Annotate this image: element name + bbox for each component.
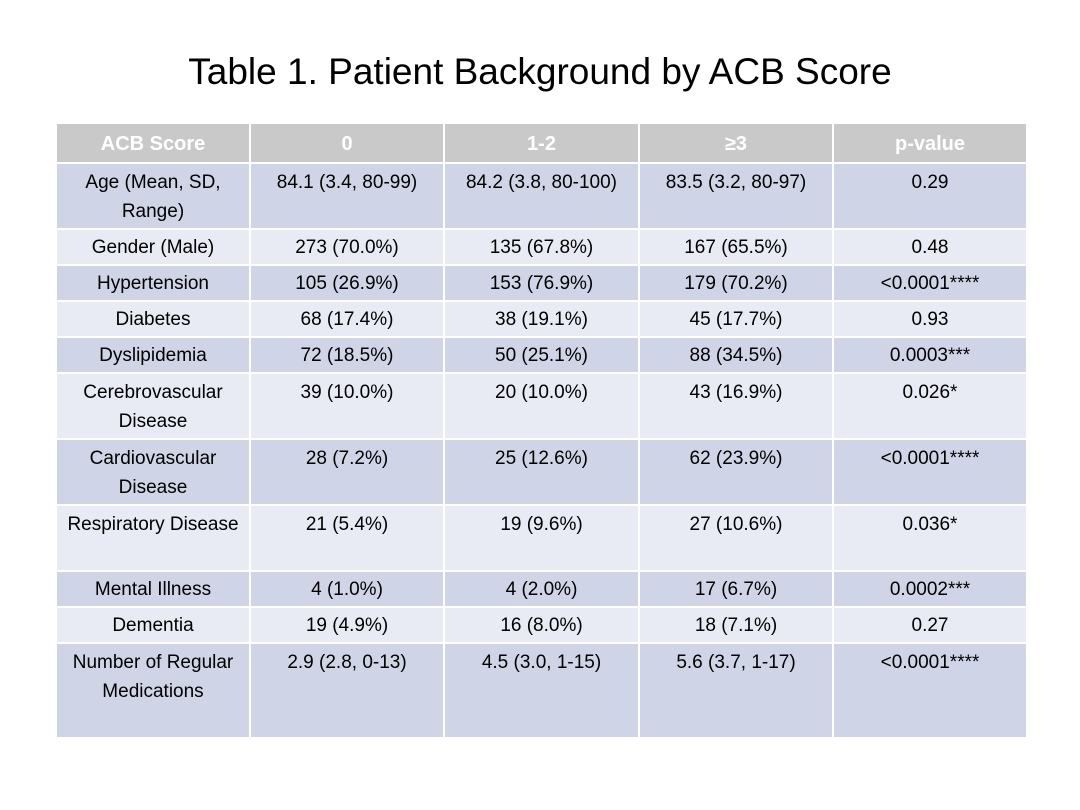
table-row bbox=[56, 163, 1027, 229]
table-row bbox=[56, 337, 1027, 373]
row-label: Mental Illness bbox=[56, 571, 250, 607]
cell-score-1-2: 25 (12.6%) bbox=[444, 439, 639, 505]
cell-score-1-2: 19 (9.6%) bbox=[444, 505, 639, 571]
row-label: Number of Regular Medications bbox=[56, 643, 250, 738]
cell-p-value: 0.29 bbox=[833, 163, 1027, 229]
cell-score-0: 72 (18.5%) bbox=[250, 337, 444, 373]
cell-p-value: 0.93 bbox=[833, 301, 1027, 337]
table-row bbox=[56, 505, 1027, 571]
cell-score-3-plus: 27 (10.6%) bbox=[639, 505, 833, 571]
cell-score-0: 2.9 (2.8, 0-13) bbox=[250, 643, 444, 738]
table-row bbox=[56, 265, 1027, 301]
row-label: Diabetes bbox=[56, 301, 250, 337]
cell-p-value: 0.0003*** bbox=[833, 337, 1027, 373]
cell-score-1-2: 84.2 (3.8, 80-100) bbox=[444, 163, 639, 229]
cell-score-1-2: 135 (67.8%) bbox=[444, 229, 639, 265]
row-label: Dyslipidemia bbox=[56, 337, 250, 373]
cell-score-1-2: 16 (8.0%) bbox=[444, 607, 639, 643]
row-label: Age (Mean, SD, Range) bbox=[56, 163, 250, 229]
header-p-value: p-value bbox=[833, 123, 1027, 163]
table-row bbox=[56, 439, 1027, 505]
cell-score-0: 84.1 (3.4, 80-99) bbox=[250, 163, 444, 229]
cell-score-3-plus: 5.6 (3.7, 1-17) bbox=[639, 643, 833, 738]
cell-score-3-plus: 167 (65.5%) bbox=[639, 229, 833, 265]
cell-score-1-2: 4.5 (3.0, 1-15) bbox=[444, 643, 639, 738]
cell-p-value: 0.036* bbox=[833, 505, 1027, 571]
slide-title: Table 1. Patient Background by ACB Score bbox=[188, 51, 892, 92]
cell-score-0: 105 (26.9%) bbox=[250, 265, 444, 301]
cell-score-1-2: 153 (76.9%) bbox=[444, 265, 639, 301]
cell-p-value: <0.0001**** bbox=[833, 643, 1027, 738]
cell-score-3-plus: 62 (23.9%) bbox=[639, 439, 833, 505]
cell-score-0: 28 (7.2%) bbox=[250, 439, 444, 505]
table-row bbox=[56, 607, 1027, 643]
cell-score-3-plus: 17 (6.7%) bbox=[639, 571, 833, 607]
row-label: Cerebrovascular Disease bbox=[56, 373, 250, 439]
cell-p-value: 0.026* bbox=[833, 373, 1027, 439]
cell-score-3-plus: 18 (7.1%) bbox=[639, 607, 833, 643]
cell-score-3-plus: 88 (34.5%) bbox=[639, 337, 833, 373]
cell-p-value: <0.0001**** bbox=[833, 265, 1027, 301]
cell-p-value: 0.27 bbox=[833, 607, 1027, 643]
cell-score-1-2: 20 (10.0%) bbox=[444, 373, 639, 439]
row-label: Cardiovascular Disease bbox=[56, 439, 250, 505]
cell-score-3-plus: 179 (70.2%) bbox=[639, 265, 833, 301]
cell-p-value: <0.0001**** bbox=[833, 439, 1027, 505]
cell-score-0: 68 (17.4%) bbox=[250, 301, 444, 337]
row-label: Hypertension bbox=[56, 265, 250, 301]
header-score-3-plus: ≥3 bbox=[639, 123, 833, 163]
cell-score-3-plus: 45 (17.7%) bbox=[639, 301, 833, 337]
patient-background-table bbox=[55, 122, 1028, 739]
header-score-1-2: 1-2 bbox=[444, 123, 639, 163]
table-header-row bbox=[56, 123, 1027, 163]
header-score-0: 0 bbox=[250, 123, 444, 163]
cell-score-0: 39 (10.0%) bbox=[250, 373, 444, 439]
row-label: Respiratory Disease bbox=[56, 505, 250, 571]
header-acb-score: ACB Score bbox=[56, 123, 250, 163]
cell-score-3-plus: 83.5 (3.2, 80-97) bbox=[639, 163, 833, 229]
table-row bbox=[56, 229, 1027, 265]
table-row bbox=[56, 643, 1027, 738]
cell-score-1-2: 4 (2.0%) bbox=[444, 571, 639, 607]
row-label: Gender (Male) bbox=[56, 229, 250, 265]
cell-score-1-2: 38 (19.1%) bbox=[444, 301, 639, 337]
cell-p-value: 0.48 bbox=[833, 229, 1027, 265]
cell-score-0: 21 (5.4%) bbox=[250, 505, 444, 571]
cell-score-1-2: 50 (25.1%) bbox=[444, 337, 639, 373]
cell-p-value: 0.0002*** bbox=[833, 571, 1027, 607]
cell-score-3-plus: 43 (16.9%) bbox=[639, 373, 833, 439]
table-row bbox=[56, 373, 1027, 439]
table-row bbox=[56, 571, 1027, 607]
row-label: Dementia bbox=[56, 607, 250, 643]
cell-score-0: 19 (4.9%) bbox=[250, 607, 444, 643]
table-row bbox=[56, 301, 1027, 337]
cell-score-0: 273 (70.0%) bbox=[250, 229, 444, 265]
cell-score-0: 4 (1.0%) bbox=[250, 571, 444, 607]
